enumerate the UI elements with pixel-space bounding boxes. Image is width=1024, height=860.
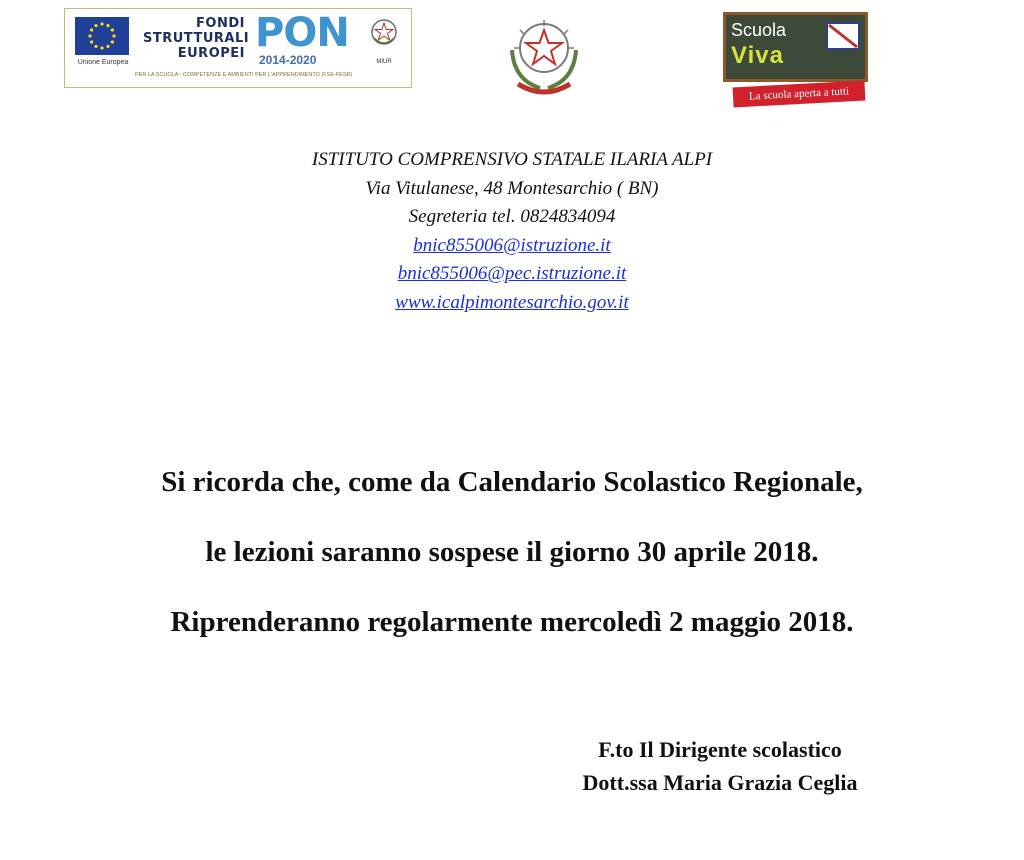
signature-name: Dott.ssa Maria Grazia Ceglia [582,770,858,795]
eu-flag-icon [75,17,129,55]
pon-years: 2014-2020 [259,53,317,67]
fondi-line: STRUTTURALI [143,31,250,46]
eu-caption: Unione Europea [77,59,129,66]
pon-wordmark: PON [255,10,349,56]
website-link[interactable]: www.icalpimontesarchio.gov.it [395,291,629,313]
scuola-viva-word2: Viva [731,42,784,69]
pec-email-link[interactable]: bnic855006@pec.istruzione.it [397,263,627,284]
pon-banner-logo [64,8,412,88]
fondi-line: FONDI [196,16,245,31]
repubblica-italiana-emblem-icon [498,6,590,100]
miur-label: MIUR [376,59,392,65]
email-link[interactable]: bnic855006@istruzione.it [413,234,611,256]
signature-role: F.to Il Dirigente scolastico [598,737,842,762]
fondi-strutturali-text [143,16,250,61]
institute-name: ISTITUTO COMPRENSIVO STATALE ILARIA ALPI [311,149,713,170]
announcement-line: Riprenderanno regolarmente mercoledì 2 maggio 2018. [170,606,854,638]
institute-address: Via Vitulanese, 48 Montesarchio ( BN) [365,177,659,199]
fondi-line: EUROPEI [177,46,245,61]
announcement-line: Si ricorda che, come da Calendario Scolastico Regionale, [161,466,863,498]
scuola-viva-logo [723,12,868,106]
scuola-viva-tagline: La scuola aperta a tutti [733,81,866,108]
scuola-viva-word1: Scuola [731,20,787,40]
school-header [0,146,1024,317]
announcement-line: le lezioni saranno sospese il giorno 30 aprile 2018. [205,536,819,568]
signature-block [530,733,910,799]
pon-subline: PER LA SCUOLA - COMPETENZE E AMBIENTI PER L'APPRENDIMENTO (FSE-FESR) [135,72,353,78]
secretary-phone: Segreteria tel. 0824834094 [408,206,616,227]
announcement [0,447,1024,657]
campania-region-icon [826,22,860,50]
miur-emblem-icon [370,18,398,48]
